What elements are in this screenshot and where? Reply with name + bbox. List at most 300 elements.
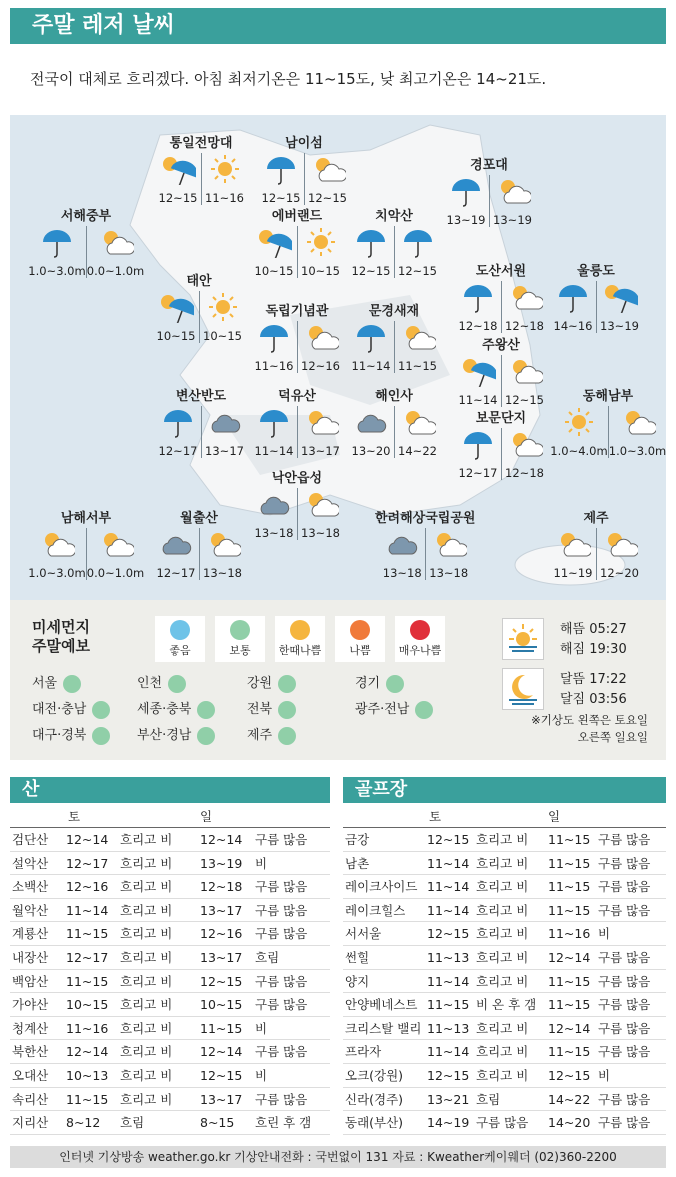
table-row <box>343 828 666 852</box>
table-cell: 13~17 <box>200 949 243 965</box>
table-cell: 11~14 <box>427 902 470 918</box>
umbrella-icon <box>256 321 292 357</box>
saturday-temp: 13~20 <box>351 444 391 458</box>
face-icon <box>230 620 250 640</box>
map-location-19 <box>153 510 245 580</box>
page-title: 주말 레저 날씨 <box>10 8 666 44</box>
region-label: 대전·충남 <box>32 702 87 717</box>
table-cell: 흐리고 비 <box>476 1020 529 1036</box>
table-cell: 흐리고 비 <box>120 855 173 871</box>
table-cell: 11~16 <box>66 1020 109 1036</box>
table-cell: 구름 많음 <box>255 1091 308 1107</box>
table-cell: 구름 많음 <box>598 855 651 871</box>
location-name: 변산반도 <box>175 389 227 404</box>
table-cell: 흐리고 비 <box>120 1067 173 1083</box>
umbrella-icon <box>555 281 591 317</box>
sunday-temp: 0.0~1.0m <box>86 264 145 278</box>
map-location-21 <box>550 510 642 580</box>
face-icon <box>197 727 215 745</box>
golf-section-title: 골프장 <box>343 777 666 803</box>
sun-icon <box>561 406 597 442</box>
table-row <box>10 1111 330 1135</box>
location-name: 서해중부 <box>60 209 112 224</box>
location-name: 경포대 <box>470 158 508 173</box>
table-cell: 흐리고 비 <box>476 1067 529 1083</box>
table-cell: 남촌 <box>345 855 370 871</box>
face-icon <box>278 675 296 693</box>
umbrella-icon <box>256 406 292 442</box>
table-cell: 서서울 <box>345 926 382 942</box>
sunday-temp: 10~15 <box>203 329 242 343</box>
table-cell: 검단산 <box>12 832 49 847</box>
region-label: 서울 <box>32 676 58 691</box>
table-row <box>343 1040 666 1064</box>
face-icon <box>410 620 430 640</box>
table-cell: 12~15 <box>200 973 243 989</box>
sunday-temp: 13~19 <box>493 213 532 227</box>
region-label: 강원 <box>247 676 273 691</box>
cloud-icon <box>353 406 389 442</box>
sunday-temp: 14~22 <box>398 444 437 458</box>
umbrella-icon <box>353 226 389 262</box>
table-cell: 구름 많음 <box>598 832 651 847</box>
table-cell: 구름 많음 <box>598 949 651 965</box>
sunday-temp: 12~18 <box>505 319 544 333</box>
dust-region <box>247 698 296 719</box>
table-cell: 구름 많음 <box>255 926 308 942</box>
location-name: 보문단지 <box>475 411 527 426</box>
map-location-2 <box>443 157 535 227</box>
table-header: 토 일 <box>10 806 330 828</box>
dust-title: 미세먼지 주말예보 <box>32 618 90 655</box>
sunday-temp: 13~18 <box>301 526 340 540</box>
table-cell: 13~19 <box>200 855 243 871</box>
table-cell: 구름 많음 <box>598 973 651 989</box>
partly-cloudy-icon <box>602 528 638 564</box>
table-cell: 11~15 <box>427 997 470 1013</box>
face-icon <box>415 701 433 719</box>
sunrise-icon <box>502 618 544 660</box>
table-cell: 11~15 <box>548 855 591 871</box>
cloud-icon <box>256 488 292 524</box>
table-cell: 비 온 후 갬 <box>476 997 537 1013</box>
table-cell: 북한산 <box>12 1044 49 1060</box>
saturday-temp: 10~15 <box>156 329 196 343</box>
face-icon <box>290 620 310 640</box>
saturday-temp: 11~14 <box>254 444 294 458</box>
sunday-temp: 12~18 <box>505 466 544 480</box>
table-row <box>343 1064 666 1088</box>
table-row <box>10 852 330 876</box>
table-cell: 구름 많음 <box>255 879 308 895</box>
saturday-temp: 11~14 <box>351 359 391 373</box>
table-cell: 비 <box>598 1067 611 1083</box>
dust-region <box>355 698 433 719</box>
dust-region <box>137 672 186 693</box>
location-name: 태안 <box>186 274 212 289</box>
table-cell: 구름 많음 <box>255 973 308 989</box>
table-row <box>343 993 666 1017</box>
table-cell: 12~14 <box>200 1044 243 1060</box>
table-cell: 양지 <box>345 973 370 989</box>
location-name: 해인사 <box>375 389 413 404</box>
table-cell: 11~15 <box>66 1091 109 1107</box>
map-location-4 <box>251 208 343 278</box>
moonrise-time: 달뜸 17:22 <box>560 672 627 687</box>
table-row <box>10 970 330 994</box>
table-cell: 12~17 <box>66 949 109 965</box>
table-cell: 흐리고 비 <box>476 926 529 942</box>
sun-rain-icon <box>602 281 638 317</box>
weather-map <box>10 115 666 600</box>
map-location-3 <box>28 208 144 278</box>
map-location-7 <box>550 263 642 333</box>
location-name: 덕유산 <box>278 389 316 404</box>
table-cell: 구름 많음 <box>598 1020 651 1036</box>
table-cell: 흐리고 비 <box>476 902 529 918</box>
sun-rain-icon <box>160 153 196 189</box>
table-cell: 썬힐 <box>345 949 370 965</box>
table-cell: 11~14 <box>66 902 109 918</box>
partly-cloudy-icon <box>98 528 134 564</box>
table-cell: 10~13 <box>66 1067 109 1083</box>
table-cell: 크리스탈 밸리 <box>345 1020 422 1036</box>
face-icon <box>350 620 370 640</box>
sunday-temp: 0.0~1.0m <box>86 566 145 580</box>
table-cell: 12~14 <box>66 1044 109 1060</box>
partly-cloudy-icon <box>303 406 339 442</box>
saturday-temp: 13~19 <box>446 213 486 227</box>
table-cell: 흐리고 비 <box>120 902 173 918</box>
table-cell: 비 <box>255 1020 268 1036</box>
map-location-10 <box>348 303 440 373</box>
sunset-time: 해짐 19:30 <box>560 642 627 657</box>
saturday-temp: 13~18 <box>254 526 294 540</box>
dust-region <box>32 724 110 745</box>
dust-forecast-panel <box>10 600 666 760</box>
table-cell: 계룡산 <box>12 926 49 942</box>
table-cell: 흐리고 비 <box>476 949 529 965</box>
saturday-temp: 12~17 <box>156 566 196 580</box>
region-label: 전북 <box>247 702 273 717</box>
footer: 인터넷 기상방송 weather.go.kr 기상안내전화 : 국번없이 131 자료 : Kweather케이웨더 (02)360-2200 <box>10 1146 666 1168</box>
table-row <box>343 852 666 876</box>
table-cell: 구름 많음 <box>598 879 651 895</box>
table-cell: 흐림 <box>476 1091 501 1107</box>
location-name: 통일전망대 <box>169 136 233 151</box>
dust-region <box>355 672 404 693</box>
table-cell: 14~19 <box>427 1115 470 1131</box>
sun-icon <box>207 153 243 189</box>
saturday-temp: 10~15 <box>254 264 294 278</box>
partly-cloudy-icon <box>620 406 656 442</box>
saturday-temp: 12~17 <box>458 466 498 480</box>
sun-icon <box>303 226 339 262</box>
table-row <box>343 875 666 899</box>
table-row <box>10 828 330 852</box>
table-row <box>10 1088 330 1112</box>
partly-cloudy-icon <box>303 321 339 357</box>
sunday-temp: 11~15 <box>398 359 437 373</box>
location-name: 남해서부 <box>60 511 112 526</box>
map-location-18 <box>28 510 144 580</box>
sunday-temp: 12~16 <box>301 359 340 373</box>
table-cell: 11~13 <box>427 1020 470 1036</box>
table-cell: 12~14 <box>200 832 243 847</box>
table-cell: 흐리고 비 <box>120 949 173 965</box>
sun-icon <box>205 291 241 327</box>
table-cell: 레이크힐스 <box>345 902 406 918</box>
partly-cloudy-icon <box>39 528 75 564</box>
golf-table <box>343 806 666 1135</box>
table-cell: 레이크사이드 <box>345 879 418 895</box>
table-cell: 흐리고 비 <box>120 926 173 942</box>
table-cell: 구름 많음 <box>255 832 308 847</box>
table-cell: 구름 많음 <box>255 997 308 1013</box>
table-cell: 내장산 <box>12 949 49 965</box>
table-cell: 흐리고 비 <box>120 1091 173 1107</box>
table-cell: 흐리고 비 <box>120 1020 173 1036</box>
map-location-9 <box>251 303 343 373</box>
umbrella-icon <box>460 281 496 317</box>
saturday-temp: 12~15 <box>261 191 301 205</box>
face-icon <box>278 701 296 719</box>
table-cell: 14~20 <box>548 1115 591 1131</box>
table-row <box>343 970 666 994</box>
table-cell: 흐리고 비 <box>120 879 173 895</box>
partly-cloudy-icon <box>555 528 591 564</box>
face-icon <box>92 701 110 719</box>
moonset-time: 달짐 03:56 <box>560 692 627 707</box>
saturday-temp: 12~17 <box>158 444 198 458</box>
sunday-temp: 1.0~3.0m <box>608 444 666 458</box>
partly-cloudy-icon <box>400 321 436 357</box>
table-cell: 흐리고 비 <box>120 973 173 989</box>
sun-rain-icon <box>158 291 194 327</box>
table-row <box>10 1064 330 1088</box>
partly-cloudy-icon <box>205 528 241 564</box>
table-cell: 구름 많음 <box>255 902 308 918</box>
cloud-icon <box>158 528 194 564</box>
region-label: 인천 <box>137 676 163 691</box>
table-cell: 구름 많음 <box>255 1044 308 1060</box>
table-cell: 신라(경주) <box>345 1091 404 1107</box>
table-cell: 지리산 <box>12 1115 49 1131</box>
table-row <box>10 946 330 970</box>
table-cell: 12~16 <box>66 879 109 895</box>
saturday-temp: 12~18 <box>458 319 498 333</box>
table-cell: 8~15 <box>200 1115 235 1131</box>
table-row <box>343 922 666 946</box>
table-cell: 흐림 <box>120 1115 145 1131</box>
map-location-12 <box>155 388 247 458</box>
table-cell: 흐리고 비 <box>476 832 529 847</box>
table-cell: 흐리고 비 <box>120 832 173 847</box>
table-cell: 속리산 <box>12 1091 49 1107</box>
location-name: 동해남부 <box>582 389 634 404</box>
umbrella-icon <box>460 428 496 464</box>
table-cell: 비 <box>255 1067 268 1083</box>
table-cell: 구름 많음 <box>598 1115 651 1131</box>
partly-cloudy-icon <box>431 528 467 564</box>
table-cell: 오대산 <box>12 1067 49 1083</box>
umbrella-icon <box>400 226 436 262</box>
location-name: 울릉도 <box>577 264 615 279</box>
sunday-temp: 12~15 <box>398 264 437 278</box>
table-cell: 백암산 <box>12 973 49 989</box>
mountain-table <box>10 806 330 1135</box>
table-row <box>10 993 330 1017</box>
location-name: 남이섬 <box>285 136 323 151</box>
table-row <box>10 1017 330 1041</box>
table-cell: 구름 많음 <box>598 1044 651 1060</box>
table-cell: 12~15 <box>427 926 470 942</box>
table-cell: 가야산 <box>12 997 49 1013</box>
region-label: 대구·경북 <box>32 728 87 743</box>
face-icon <box>92 727 110 745</box>
table-row <box>343 1017 666 1041</box>
table-cell: 11~14 <box>427 1044 470 1060</box>
location-name: 제주 <box>583 511 609 526</box>
table-cell: 설악산 <box>12 855 49 871</box>
table-cell: 12~17 <box>66 855 109 871</box>
table-cell: 12~14 <box>66 832 109 847</box>
dust-region <box>247 672 296 693</box>
location-name: 에버랜드 <box>271 209 323 224</box>
sunday-temp: 13~19 <box>600 319 639 333</box>
table-cell: 13~17 <box>200 1091 243 1107</box>
sunrise-time: 해뜸 05:27 <box>560 622 627 637</box>
table-cell: 구름 많음 <box>598 1091 651 1107</box>
saturday-temp: 1.0~3.0m <box>28 264 86 278</box>
partly-cloudy-icon <box>507 355 543 391</box>
location-name: 도산서원 <box>475 264 527 279</box>
table-row <box>10 1040 330 1064</box>
saturday-temp: 12~15 <box>158 191 198 205</box>
location-name: 한려해상국립공원 <box>375 511 476 526</box>
face-icon <box>197 701 215 719</box>
table-cell: 12~15 <box>427 832 470 847</box>
table-row <box>343 1088 666 1112</box>
table-cell: 11~15 <box>548 1044 591 1060</box>
region-label: 세종·충북 <box>137 702 192 717</box>
table-cell: 11~13 <box>427 949 470 965</box>
umbrella-icon <box>353 321 389 357</box>
map-location-11 <box>455 337 547 407</box>
table-cell: 비 <box>598 926 611 942</box>
sunday-temp: 13~17 <box>205 444 244 458</box>
map-location-0 <box>155 135 247 205</box>
saturday-temp: 13~18 <box>382 566 422 580</box>
table-cell: 12~14 <box>548 1020 591 1036</box>
location-name: 낙안읍성 <box>271 471 323 486</box>
face-icon <box>170 620 190 640</box>
map-note: ※기상도 왼쪽은 토요일 오른쪽 일요일 <box>531 713 648 744</box>
table-cell: 흐리고 비 <box>120 997 173 1013</box>
dust-region <box>32 698 110 719</box>
table-cell: 11~15 <box>66 973 109 989</box>
saturday-temp: 14~16 <box>553 319 593 333</box>
table-cell: 금강 <box>345 832 370 847</box>
saturday-temp: 12~15 <box>351 264 391 278</box>
table-header: 토 일 <box>343 806 666 828</box>
sunday-temp: 13~17 <box>301 444 340 458</box>
location-name: 독립기념관 <box>265 304 329 319</box>
table-cell: 소백산 <box>12 879 49 895</box>
table-cell: 11~15 <box>66 926 109 942</box>
partly-cloudy-icon <box>310 153 346 189</box>
table-row <box>343 946 666 970</box>
sunday-temp: 12~15 <box>308 191 347 205</box>
mountain-section-title: 산 <box>10 777 330 803</box>
map-location-13 <box>251 388 343 458</box>
map-location-5 <box>348 208 440 278</box>
region-label: 부산·경남 <box>137 728 192 743</box>
partly-cloudy-icon <box>495 175 531 211</box>
umbrella-icon <box>263 153 299 189</box>
location-name: 월출산 <box>180 511 218 526</box>
dust-legend-1: 보통 <box>215 616 265 662</box>
table-cell: 흐린 후 갬 <box>255 1115 312 1131</box>
umbrella-icon <box>448 175 484 211</box>
sunday-temp: 12~15 <box>505 393 544 407</box>
region-label: 제주 <box>247 728 273 743</box>
location-name: 문경새재 <box>368 304 420 319</box>
table-cell: 11~15 <box>548 997 591 1013</box>
table-row <box>10 875 330 899</box>
table-cell: 흐리고 비 <box>476 973 529 989</box>
table-cell: 청계산 <box>12 1020 49 1036</box>
umbrella-icon <box>160 406 196 442</box>
saturday-temp: 11~16 <box>254 359 294 373</box>
saturday-temp: 11~19 <box>553 566 593 580</box>
table-cell: 11~15 <box>548 832 591 847</box>
map-location-20 <box>375 510 475 580</box>
saturday-temp: 1.0~3.0m <box>28 566 86 580</box>
map-location-14 <box>348 388 440 458</box>
table-cell: 11~14 <box>427 879 470 895</box>
table-cell: 11~16 <box>548 926 591 942</box>
table-cell: 11~14 <box>427 973 470 989</box>
cloud-icon <box>207 406 243 442</box>
partly-cloudy-icon <box>98 226 134 262</box>
partly-cloudy-icon <box>400 406 436 442</box>
map-location-6 <box>455 263 547 333</box>
map-location-15 <box>455 410 547 480</box>
table-row <box>343 899 666 923</box>
region-label: 광주·전남 <box>355 702 410 717</box>
dust-legend-0: 좋음 <box>155 616 205 662</box>
sunday-temp: 12~20 <box>600 566 639 580</box>
table-cell: 8~12 <box>66 1115 101 1131</box>
table-cell: 구름 많음 <box>476 1115 529 1131</box>
table-cell: 13~17 <box>200 902 243 918</box>
partly-cloudy-icon <box>507 428 543 464</box>
table-cell: 동래(부산) <box>345 1115 404 1131</box>
table-cell: 흐리고 비 <box>476 1044 529 1060</box>
table-cell: 10~15 <box>66 997 109 1013</box>
face-icon <box>386 675 404 693</box>
dust-region <box>247 724 296 745</box>
face-icon <box>168 675 186 693</box>
dust-region <box>137 724 215 745</box>
face-icon <box>278 727 296 745</box>
saturday-temp: 1.0~4.0m <box>550 444 608 458</box>
sunday-temp: 11~16 <box>205 191 244 205</box>
table-cell: 흐리고 비 <box>476 879 529 895</box>
sunday-temp: 10~15 <box>301 264 340 278</box>
table-cell: 흐림 <box>255 949 280 965</box>
